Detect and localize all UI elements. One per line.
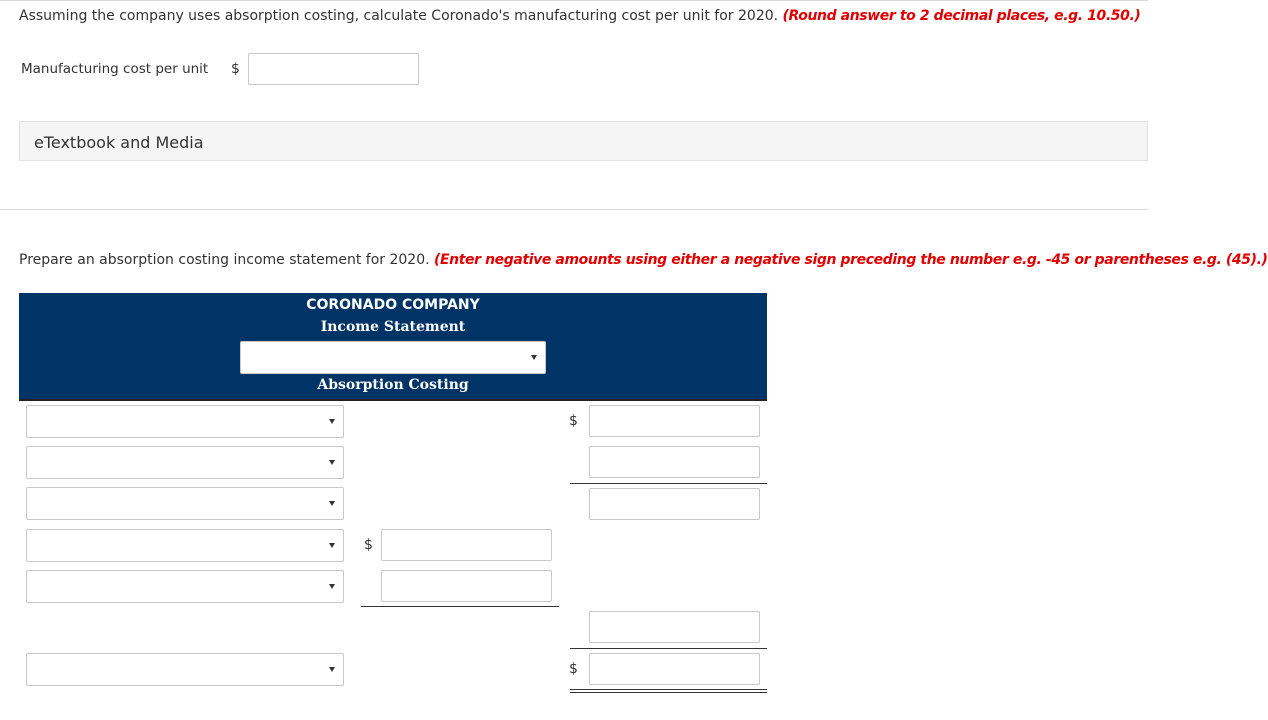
etextbook-media-panel[interactable] <box>19 121 1148 161</box>
chevron-down-icon <box>329 501 335 506</box>
chevron-down-icon <box>531 355 537 360</box>
section-divider <box>0 209 1148 210</box>
question-2-text: Prepare an absorption costing income statement for 2020. <box>19 252 430 268</box>
question-1-prompt <box>19 8 1140 24</box>
chevron-down-icon <box>329 667 335 672</box>
subtotal-rule-1 <box>570 483 767 484</box>
chevron-down-icon <box>329 543 335 548</box>
manufacturing-cost-input[interactable] <box>248 53 419 85</box>
line-item-select-2[interactable] <box>26 446 344 479</box>
currency-symbol: $ <box>569 661 578 677</box>
question-1-instruction: (Round answer to 2 decimal places, e.g. 10.50.) <box>782 8 1141 24</box>
line-item-select-4[interactable] <box>26 529 344 562</box>
expense-subtotal-rule <box>361 606 559 607</box>
costing-method-title: Absorption Costing <box>317 377 469 393</box>
chevron-down-icon <box>329 419 335 424</box>
double-rule-top <box>570 689 767 690</box>
line-item-select-5[interactable] <box>26 570 344 603</box>
etextbook-media-label: eTextbook and Media <box>34 133 204 152</box>
net-income-input[interactable] <box>589 653 760 685</box>
currency-symbol: $ <box>231 61 240 77</box>
line-item-select-6[interactable] <box>26 653 344 686</box>
double-rule-bottom <box>570 692 767 693</box>
line-item-select-3[interactable] <box>26 487 344 520</box>
amount-input-2[interactable] <box>589 446 760 478</box>
currency-symbol: $ <box>569 413 578 429</box>
expense-input-1[interactable] <box>381 529 552 561</box>
top-divider <box>0 0 1148 1</box>
question-1-text: Assuming the company uses absorption costing, calculate Coronado's manufacturing cost per unit for 2020. <box>19 8 779 24</box>
amount-input-4[interactable] <box>589 611 760 643</box>
line-item-select-1[interactable] <box>26 405 344 438</box>
expense-input-2[interactable] <box>381 570 552 602</box>
amount-input-1[interactable] <box>589 405 760 437</box>
company-name: CORONADO COMPANY <box>306 297 480 313</box>
question-2-prompt <box>19 252 1268 268</box>
income-statement-header <box>19 293 767 399</box>
subtotal-rule-2 <box>570 648 767 649</box>
chevron-down-icon <box>329 460 335 465</box>
amount-input-3[interactable] <box>589 488 760 520</box>
header-bottom-rule <box>19 399 767 401</box>
manufacturing-cost-label: Manufacturing cost per unit <box>21 61 209 77</box>
question-2-instruction: (Enter negative amounts using either a negative sign preceding the number e.g. -45 or parentheses e.g. (45).) <box>434 252 1268 268</box>
period-select[interactable] <box>240 341 546 374</box>
statement-title: Income Statement <box>320 319 466 335</box>
chevron-down-icon <box>329 584 335 589</box>
currency-symbol: $ <box>364 537 373 553</box>
